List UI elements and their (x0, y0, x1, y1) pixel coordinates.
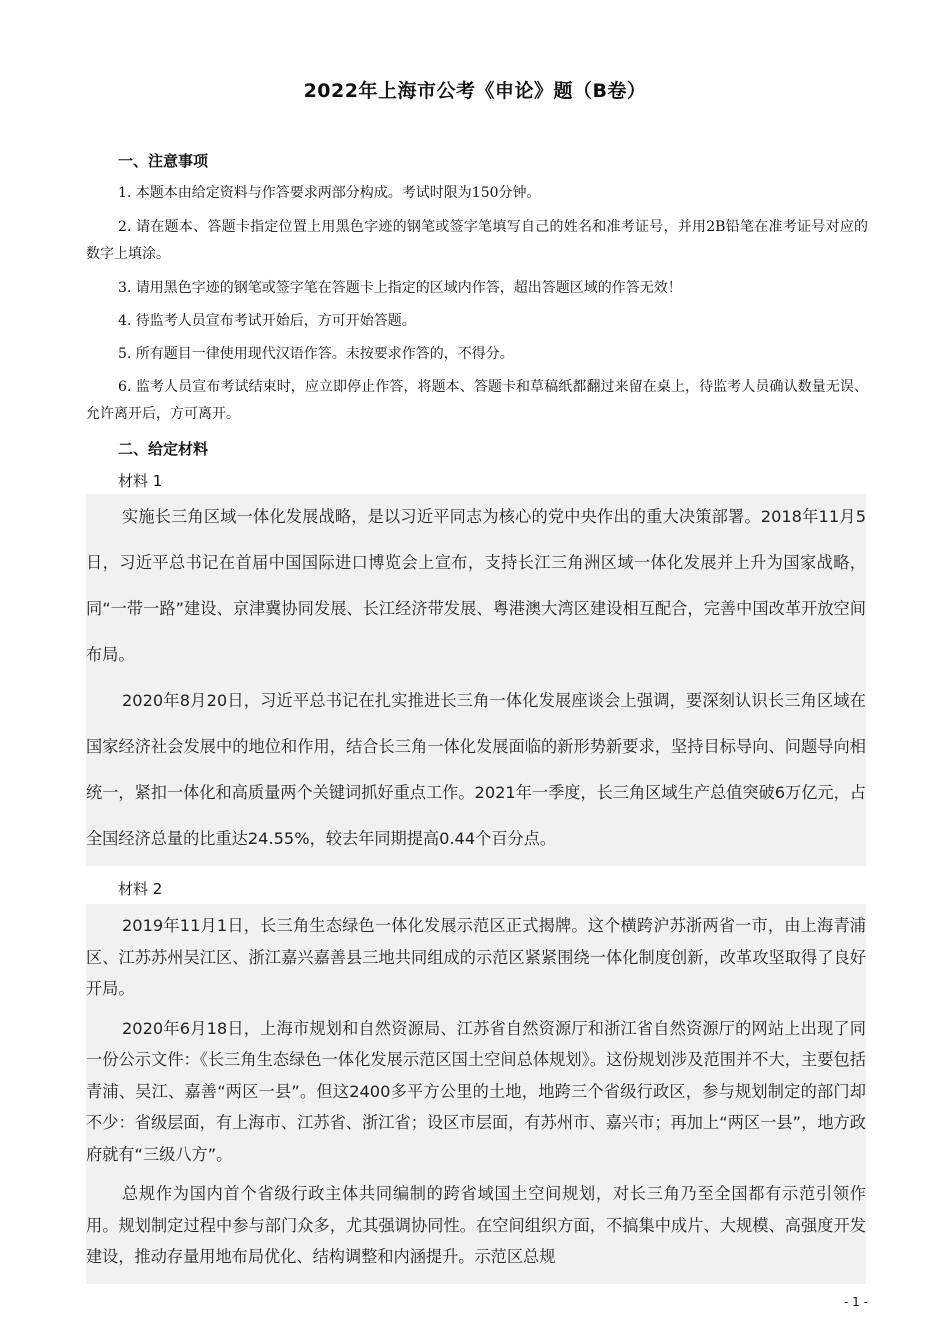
material-1-label: 材料 1 (118, 472, 163, 490)
notes-heading: 一、注意事项 (118, 152, 209, 170)
page-number: - 1 - (844, 1295, 868, 1309)
material-2-label: 材料 2 (118, 880, 163, 898)
note-item-3: 3. 请用黑色字迹的钢笔或签字笔在答题卡上指定的区域内作答，超出答题区域的作答无效！ (118, 280, 682, 296)
material-2-paragraph-2: 2020年6月18日，上海市规划和自然资源局、江苏省自然资源厅和浙江省自然资源厅的网站上出现了同一份公示文件：《长三角生态绿色一体化发展示范区国土空间总体规划》。这份规划涉及范围并不大，主要包括青浦、吴江、嘉善“两区一县”。但这2400多平方公里的土地，地跨三个省级行政区，参与规划制定的部门却不少：省级层面，有上海市、江苏省、浙江省；设区市层面，有苏州市、嘉兴市；再加上“两区一县”，地方政府就有“三级八方”。 (86, 1018, 866, 1164)
note-item-6: 6. 监考人员宣布考试结束时，应立即停止作答，将题本、答题卡和草稿纸都翻过来留在桌上，待监考人员确认数量无误、允许离开后，方可离开。 (86, 379, 868, 422)
note-item-5: 5. 所有题目一律使用现代汉语作答。未按要求作答的，不得分。 (118, 346, 514, 362)
material-2-paragraph-3: 总规作为国内首个省级行政主体共同编制的跨省域国土空间规划，对长三角乃至全国都有示范引领作用。规划制定过程中参与部门众多，尤其强调协同性。在空间组织方面，不搞集中成片、大规模、高强度开发建设，推动存量用地布局优化、结构调整和内涵提升。示范区总规 (86, 1184, 866, 1266)
material-1-paragraph-2: 2020年8月20日，习近平总书记在扎实推进长三角一体化发展座谈会上强调，要深刻认识长三角区域在国家经济社会发展中的地位和作用，结合长三角一体化发展面临的新形势新要求，坚持目标导向、问题导向相统一，紧扣一体化和高质量两个关键词抓好重点工作。2021年一季度，长三角区域生产总值突破6万亿元，占全国经济总量的比重达24.55%，较去年同期提高0.44个百分点。 (86, 691, 866, 848)
material-1-box (86, 494, 866, 866)
note-item-1: 1. 本题本由给定资料与作答要求两部分构成。考试时限为150分钟。 (118, 185, 541, 201)
material-2-box (86, 904, 866, 1284)
note-item-4: 4. 待监考人员宣布考试开始后，方可开始答题。 (118, 313, 416, 329)
material-2-paragraph-1: 2019年11月1日，长三角生态绿色一体化发展示范区正式揭牌。这个横跨沪苏浙两省一市，由上海青浦区、江苏苏州吴江区、浙江嘉兴嘉善县三地共同组成的示范区紧紧围绕一体化制度创新，改革攻坚取得了良好开局。 (86, 916, 866, 998)
materials-heading: 二、给定材料 (118, 440, 209, 458)
material-1-paragraph-1: 实施长三角区域一体化发展战略，是以习近平同志为核心的党中央作出的重大决策部署。2018年11月5日，习近平总书记在首届中国国际进口博览会上宣布，支持长江三角洲区域一体化发展并上升为国家战略，同“一带一路”建设、京津冀协同发展、长江经济带发展、粤港澳大湾区建设相互配合，完善中国改革开放空间布局。 (86, 507, 866, 664)
document-title: 2022年上海市公考《申论》题（B卷） (303, 80, 647, 102)
note-item-2: 2. 请在题本、答题卡指定位置上用黑色字迹的钢笔或签字笔填写自己的姓名和准考证号，并用2B铅笔在准考证号对应的数字上填涂。 (86, 219, 868, 262)
